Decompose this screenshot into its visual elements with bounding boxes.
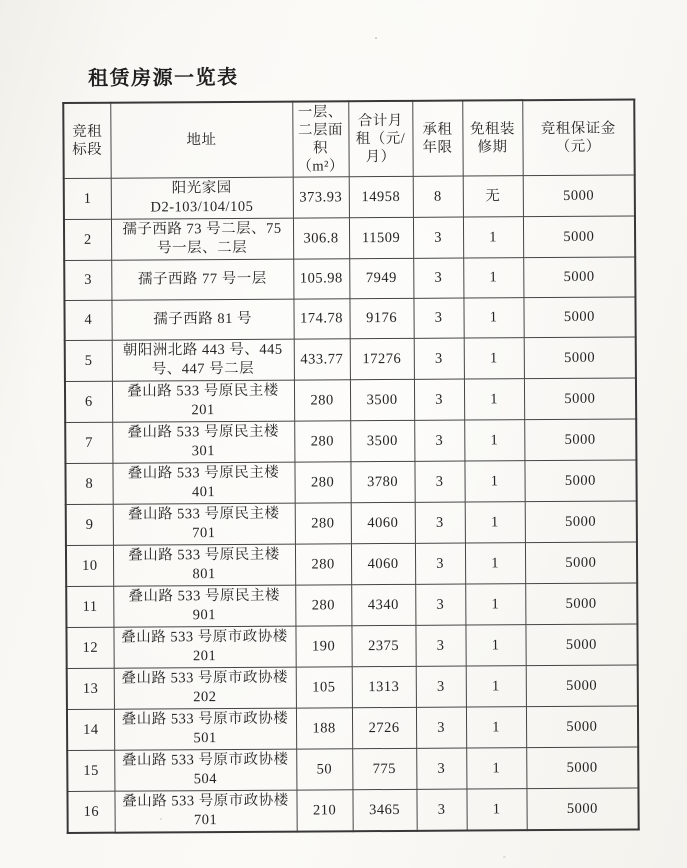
cell-rentfree: 1 — [464, 379, 524, 420]
cell-address: 叠山路 533 号原民主楼 701 — [113, 503, 295, 545]
cell-rent: 14958 — [349, 176, 413, 217]
cell-term: 3 — [416, 707, 466, 748]
column-header-address: 地址 — [110, 102, 292, 179]
document-content — [62, 58, 640, 833]
header-row — [63, 100, 634, 179]
cell-term: 3 — [414, 461, 464, 502]
cell-term: 3 — [415, 502, 465, 543]
cell-deposit: 5000 — [526, 665, 638, 707]
cell-area: 190 — [295, 626, 351, 667]
cell-rentfree: 1 — [466, 666, 526, 707]
cell-bid: 6 — [65, 381, 112, 422]
cell-bid: 4 — [64, 300, 111, 340]
cell-deposit: 5000 — [524, 460, 636, 502]
cell-area: 280 — [294, 380, 350, 421]
cell-rent: 11509 — [349, 217, 413, 258]
cell-rent: 4060 — [351, 543, 415, 584]
cell-bid: 11 — [66, 586, 113, 627]
cell-area: 280 — [295, 503, 351, 544]
cell-area: 433.77 — [294, 339, 350, 380]
cell-area: 105 — [296, 667, 352, 708]
cell-deposit: 5000 — [524, 337, 636, 379]
table-row — [65, 337, 636, 381]
column-header-deposit: 竞租保证金 （元） — [522, 100, 634, 176]
column-header-rentfree: 免租装 修期 — [462, 100, 522, 176]
cell-bid: 16 — [67, 791, 114, 833]
cell-rentfree: 1 — [464, 338, 524, 379]
cell-bid: 1 — [64, 178, 111, 219]
table-row — [66, 542, 637, 586]
cell-deposit: 5000 — [526, 788, 638, 830]
cell-rent: 7949 — [349, 258, 413, 298]
table-row — [64, 175, 635, 219]
cell-area: 280 — [295, 585, 351, 626]
cell-bid: 15 — [67, 750, 114, 791]
cell-area: 306.8 — [293, 218, 349, 259]
table-row — [65, 460, 636, 504]
table-header — [63, 100, 634, 179]
cell-rent: 3465 — [352, 789, 416, 831]
cell-address: 叠山路 533 号原民主楼 201 — [112, 380, 294, 422]
cell-rent: 3500 — [350, 379, 414, 420]
cell-deposit: 5000 — [525, 583, 637, 625]
cell-term: 3 — [416, 666, 466, 707]
cell-rent: 9176 — [349, 298, 413, 338]
cell-term: 3 — [414, 420, 464, 461]
cell-deposit: 5000 — [523, 257, 635, 298]
column-header-bid: 竞租 标段 — [63, 103, 110, 179]
cell-deposit: 5000 — [526, 747, 638, 789]
cell-area: 280 — [294, 421, 350, 462]
table-row — [64, 216, 635, 260]
cell-bid: 8 — [65, 463, 112, 504]
cell-deposit: 5000 — [524, 378, 636, 420]
cell-bid: 7 — [65, 422, 112, 463]
cell-rentfree: 1 — [463, 298, 523, 338]
table-row — [64, 257, 635, 300]
cell-address: 孺子西路 73 号二层、75 号一层、二层 — [111, 218, 293, 260]
cell-area: 105.98 — [293, 259, 349, 299]
cell-bid: 13 — [67, 668, 114, 709]
cell-rent: 3780 — [350, 461, 414, 502]
cell-address: 叠山路 533 号原市政协楼 504 — [114, 749, 296, 791]
cell-rent: 1313 — [352, 666, 416, 707]
cell-deposit: 5000 — [526, 706, 638, 748]
cell-area: 210 — [296, 790, 352, 832]
cell-term: 3 — [413, 217, 463, 258]
cell-rent: 775 — [352, 748, 416, 789]
cell-area: 188 — [296, 708, 352, 749]
cell-area: 280 — [294, 462, 350, 503]
cell-term: 3 — [414, 338, 464, 379]
column-header-area: 一层、 二层面 积（m²） — [292, 101, 348, 177]
cell-term: 3 — [413, 258, 463, 298]
cell-bid: 9 — [66, 504, 113, 545]
cell-bid: 10 — [66, 545, 113, 586]
cell-term: 3 — [415, 543, 465, 584]
cell-deposit: 5000 — [525, 624, 637, 666]
table-row — [67, 665, 638, 709]
cell-term: 3 — [416, 748, 466, 789]
column-header-rent: 合计月 租（元/ 月） — [348, 101, 412, 177]
cell-rentfree: 1 — [465, 502, 525, 543]
cell-bid: 12 — [66, 627, 113, 668]
cell-deposit: 5000 — [523, 175, 635, 217]
cell-rentfree: 1 — [465, 584, 525, 625]
table-row — [66, 624, 637, 668]
cell-bid: 2 — [64, 219, 111, 260]
cell-address: 叠山路 533 号原民主楼 901 — [113, 585, 295, 627]
cell-rentfree: 无 — [463, 176, 523, 217]
page-title: 租赁房源一览表 — [88, 64, 239, 90]
cell-deposit: 5000 — [523, 297, 635, 338]
cell-rentfree: 1 — [465, 625, 525, 666]
cell-area: 174.78 — [293, 299, 349, 339]
cell-address: 朝阳洲北路 443 号、445 号、447 号二层 — [112, 339, 294, 381]
cell-rentfree: 1 — [466, 748, 526, 789]
scan-speck — [375, 37, 377, 39]
cell-term: 8 — [413, 176, 463, 217]
table-body — [64, 175, 639, 833]
cell-bid: 5 — [65, 340, 112, 381]
table-row — [66, 583, 637, 627]
cell-rentfree: 1 — [466, 789, 526, 831]
cell-address: 叠山路 533 号原市政协楼 202 — [114, 667, 296, 709]
table-row — [67, 706, 638, 750]
cell-rentfree: 1 — [464, 461, 524, 502]
cell-rent: 3500 — [350, 420, 414, 461]
table-row — [66, 501, 637, 545]
cell-address: 叠山路 533 号原市政协楼 201 — [113, 626, 295, 668]
column-header-term: 承租 年限 — [412, 101, 462, 177]
cell-rentfree: 1 — [466, 707, 526, 748]
cell-term: 3 — [415, 625, 465, 666]
cell-address: 孺子西路 77 号一层 — [111, 259, 293, 300]
cell-rent: 17276 — [350, 338, 414, 379]
cell-deposit: 5000 — [525, 501, 637, 543]
scan-speck — [160, 818, 162, 820]
cell-term: 3 — [414, 379, 464, 420]
cell-rent: 2375 — [351, 625, 415, 666]
rental-listing-table — [62, 98, 639, 833]
cell-rentfree: 1 — [464, 420, 524, 461]
cell-bid: 3 — [64, 260, 111, 300]
cell-term: 3 — [416, 789, 466, 831]
cell-term: 3 — [415, 584, 465, 625]
table-row — [65, 419, 636, 463]
cell-area: 280 — [295, 544, 351, 585]
cell-rent: 2726 — [352, 707, 416, 748]
cell-address: 叠山路 533 号原市政协楼 501 — [114, 708, 296, 750]
table-row — [67, 747, 638, 791]
cell-rentfree: 1 — [463, 258, 523, 298]
cell-rentfree: 1 — [465, 543, 525, 584]
cell-deposit: 5000 — [524, 419, 636, 461]
cell-address: 叠山路 533 号原民主楼 301 — [112, 421, 294, 463]
scan-speck — [503, 856, 506, 858]
cell-address: 叠山路 533 号原民主楼 801 — [113, 544, 295, 586]
cell-deposit: 5000 — [525, 542, 637, 584]
cell-bid: 14 — [67, 709, 114, 750]
cell-rent: 4060 — [351, 502, 415, 543]
table-row — [64, 297, 635, 340]
cell-term: 3 — [413, 298, 463, 338]
cell-deposit: 5000 — [523, 216, 635, 258]
cell-address: 阳光家园 D2-103/104/105 — [111, 177, 293, 219]
table-row — [67, 788, 638, 833]
cell-area: 50 — [296, 749, 352, 790]
table-row — [65, 378, 636, 422]
cell-address: 叠山路 533 号原市政协楼 701 — [114, 790, 296, 833]
cell-address: 叠山路 533 号原民主楼 401 — [112, 462, 294, 504]
cell-rent: 4340 — [351, 584, 415, 625]
cell-rentfree: 1 — [463, 217, 523, 258]
cell-area: 373.93 — [293, 177, 349, 218]
cell-address: 孺子西路 81 号 — [111, 299, 293, 340]
